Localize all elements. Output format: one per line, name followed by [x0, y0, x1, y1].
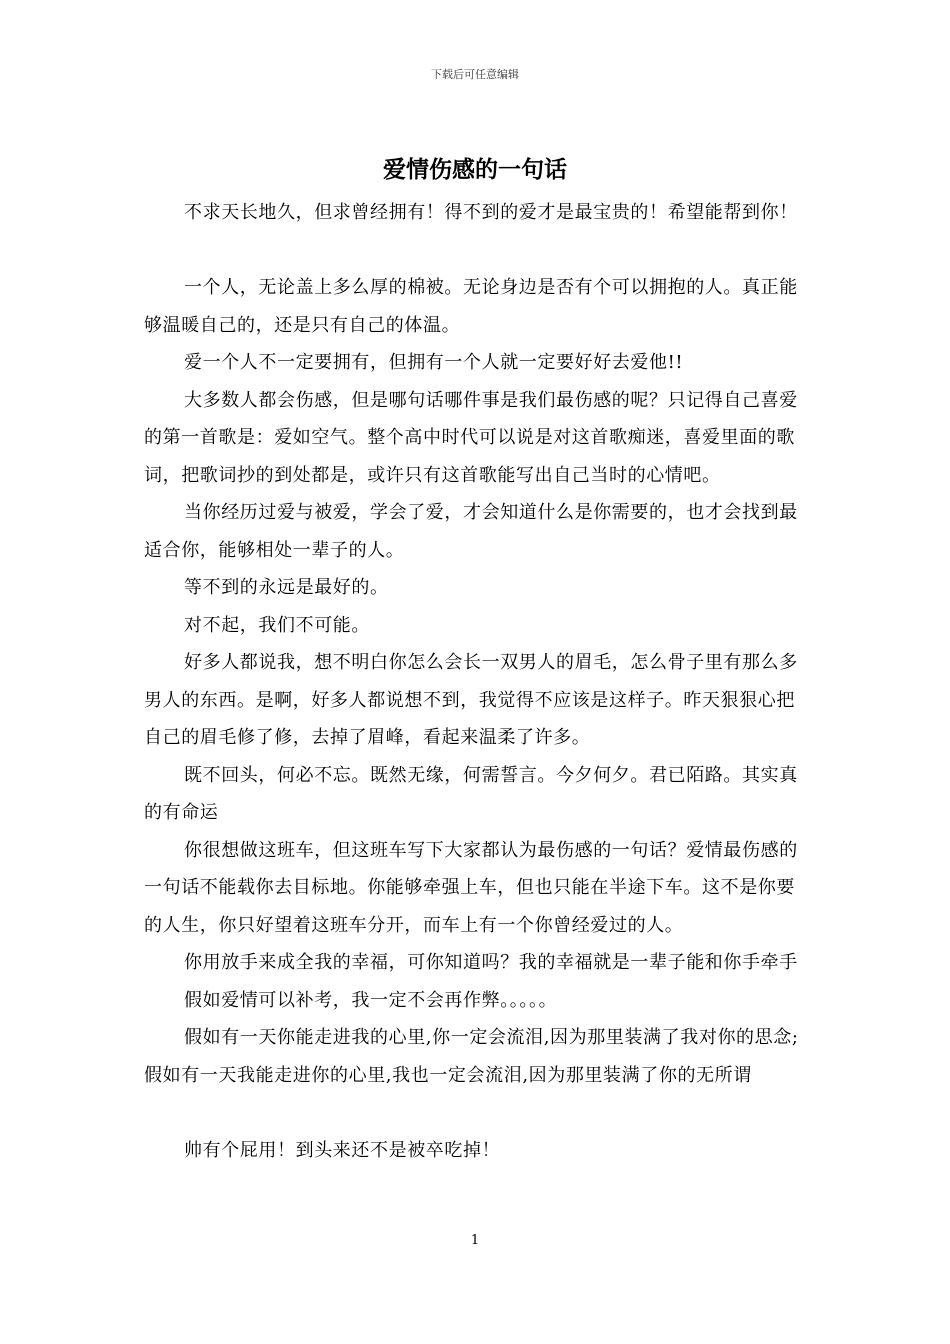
document-body: [144, 269, 808, 1169]
paragraph: 一个人，无论盖上多么厚的棉被。无论身边是否有个可以拥抱的人。真正能够温暖自己的，还是只有自己的体温。: [144, 277, 798, 336]
paragraph: 假如爱情可以补考，我一定不会再作弊。。。。。: [184, 989, 558, 1011]
paragraph: 爱一个人不一定要拥有，但拥有一个人就一定要好好去爱他!!: [184, 352, 684, 373]
final-paragraph: 帅有个屁用！到头来还不是被卒吃掉！: [184, 1139, 501, 1161]
page-number: 1: [470, 1233, 480, 1248]
paragraph: 既不回头，何必不忘。既然无缘，何需誓言。今夕何夕。君已陌路。其实真的有命运: [144, 764, 798, 823]
paragraph: 你很想做这班车，但这班车写下大家都认为最伤感的一句话？爱情最伤感的一句话不能载你去目标地。你能够牵强上车，但也只能在半途下车。这不是你要的人生，你只好望着这班车分开，而车上有一个你曾经爱过的人。: [144, 839, 798, 936]
paragraph: 大多数人都会伤感，但是哪句话哪件事是我们最伤感的呢？只记得自己喜爱的第一首歌是：爱如空气。整个高中时代可以说是对这首歌痴迷，喜爱里面的歌词，把歌词抄的到处都是，或许只有这首歌能写出自己当时的心情吧。: [144, 389, 798, 486]
paragraph: 等不到的永远是最好的。: [184, 577, 389, 598]
intro-block: [144, 194, 808, 232]
paragraph: 假如有一天你能走进我的心里,你一定会流泪,因为那里装满了我对你的思念;假如有一天我能走进你的心里,我也一定会流泪,因为那里装满了你的无所谓: [144, 1027, 799, 1086]
page-header: 下载后可任意编辑: [431, 68, 519, 81]
paragraph: 对不起，我们不可能。: [184, 614, 370, 636]
document-title: 爱情伤感的一句话: [383, 156, 567, 183]
intro-paragraph: 不求天长地久，但求曾经拥有！得不到的爱才是最宝贵的！希望能帮到你！: [184, 202, 798, 223]
blank-line: [144, 1094, 808, 1132]
paragraph: 当你经历过爱与被爱，学会了爱，才会知道什么是你需要的，也才会找到最适合你，能够相处一辈子的人。: [144, 502, 798, 561]
paragraph: 你用放手来成全我的幸福，可你知道吗？我的幸福就是一辈子能和你手牵手: [184, 952, 798, 973]
paragraph: 好多人都说我，想不明白你怎么会长一双男人的眉毛，怎么骨子里有那么多男人的东西。是啊，好多人都说想不到，我觉得不应该是这样子。昨天狠狠心把自己的眉毛修了修，去掉了眉峰，看起来温柔了许多。: [144, 652, 798, 748]
